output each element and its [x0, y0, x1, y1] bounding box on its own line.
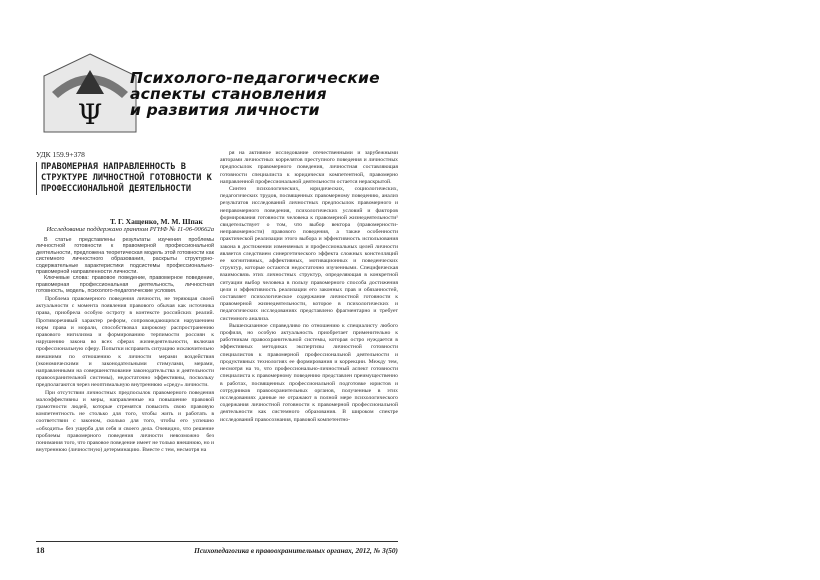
keywords: Ключевые слова: правовое поведение, правомерное поведение, правомерная профессиональная деятельность, личностная готовность, модель, психолого-педагогические условия.: [36, 275, 214, 295]
grant-note: Исследование поддержано грантом РГНФ № 11-06-00662а: [46, 226, 214, 233]
paragraph: Синтез психологических, юридических, социологических, педагогических трудов, посвященных правомерному поведению, анализ результатов исследований личностных предпосылок правомерного и неправомерного поведения, психологических условий и факторов формирования готовности человека к правомерной жизнедеятельности¹ свидетельствует о том, что выбор вектора (правомерности-неправомерности) правового поведения, а также особенности практической реализации этого выбора и эффективность использования закона в достижении изменяемых и профессиональных целей личности является следствием синергетического эффекта сложных констелляций ее когнитивных, аффективных, мотивационных и поведенческих структур, которые остаются недостаточно изученными. Специфическая взаимосвязь этих личностных структур, определяющая в конкретной ситуации выбор человека в пользу правомерного способа достижения цели и эффективность реализации его законных прав и обязанностей, составляет психологическое содержание личностной готовности к правомерной жизнедеятельности, которое в психологических и педагогических исследованиях представлено фрагментарно и требует системного анализа.: [220, 186, 398, 322]
section-title-line: и развития личности: [130, 101, 320, 119]
udc-code: УДК 159.9+378: [36, 150, 85, 159]
section-title-line: аспекты становления: [130, 85, 327, 103]
journal-title: Психопедагогика в правоохранительных органах, 2012, № 3(50): [194, 546, 398, 555]
paragraph: ря на активное исследование отечественными и зарубежными авторами личностных коррелятов преступного поведения и личностных предпосылок правомерного поведения, личностная составляющая готовности специалиста к юридически компетентной, правомерно направленной профессиональной деятельности остается нераскрытой.: [220, 150, 398, 185]
paragraph: Проблема правомерного поведения личности, не теряющая своей актуальности с момента появления правового обычая как источника права, приобрела особую остроту в контексте российских реалий. Противоречивый характер реформ, сопровождающихся нарушением норм права и морали, способствовал широкому распространению правового нигилизма и формированию терпимости россиян к нарушению закона во всех сферах жизнедеятельности, включая профессиональную сферу. Попытки исправить ситуацию исключительно внешними по отношению к личности мерами воздействия (экономическими и законодательными стимулами, мерами, направленными на совершенствование законодательства и деятельности правоохранительной системы), недостаточно эффективны, поскольку предполагаются через неоптимальную внутреннюю «среду» личности.: [36, 296, 214, 389]
footer-divider: [36, 541, 398, 542]
article-title: ПРАВОМЕРНАЯ НАПРАВЛЕННОСТЬ В СТРУКТУРЕ ЛИЧНОСТНОЙ ГОТОВНОСТИ К ПРОФЕССИОНАЛЬНОЙ ДЕЯТЕЛЬНОСТИ: [36, 162, 219, 195]
paragraph: Вышесказанное справедливо по отношению к специалисту любого профиля, но особую актуальность приобретает применительно к работникам правоохранительной системы, которая остро нуждается в эффективных методиках экспертизы личностной готовности специалистов к правомерной профессиональной деятельности и продуктивных технологиях ее формирования и коррекции. Между тем, несмотря на то, что профессионально-личностный аспект готовности специалиста к правомерному поведению представлен преимущественно в работах, посвященных профессиональной подготовке юристов и сотрудников правоохранительных органов, полученные в этих исследованиях данные не отражают в полной мере психологического содержания личностной готовности к правомерной профессиональной деятельности как системного образования. В широком спектре исследований правосознания, правовой компетентно-: [220, 322, 398, 423]
text-column-right: [220, 150, 398, 544]
psi-emblem: [42, 52, 138, 134]
text-column-left: [36, 296, 214, 544]
article-authors: Т. Г. Хащенко, М. М. Шпак: [110, 217, 203, 226]
paragraph: При отсутствии личностных предпосылок правомерного поведения малоэффективны и меры, направленные на повышение правовой грамотности людей, которые стремятся повысить свою правовую компетентность не столько для того, чтобы жить и работать в соответствии с законом, сколько для того, чтобы его успешно «обходить» без ущерба для себя и своего дела. Очевидно, что решение проблемы правомерного поведения личности невозможно без понимания того, что правовое поведение имеет не только внешнюю, но и внутреннюю (личностную) детерминацию. Вместе с тем, несмотря на: [36, 389, 214, 454]
abstract-text: В статье представлены результаты изучения проблемы личностной готовности к правомерной профессиональной деятельности, предложена теоретическая модель этой готовности как системного личностного образования, раскрыты структурно-содержательные характеристики подсистемы профессионально-правомерной направленности личности.: [36, 237, 214, 276]
section-title: [130, 70, 410, 118]
abstract: [36, 237, 214, 295]
psi-symbol-icon: Ψ: [77, 98, 103, 131]
section-title-line: Психолого-педагогические: [130, 69, 380, 87]
page-number: 18: [36, 545, 45, 555]
